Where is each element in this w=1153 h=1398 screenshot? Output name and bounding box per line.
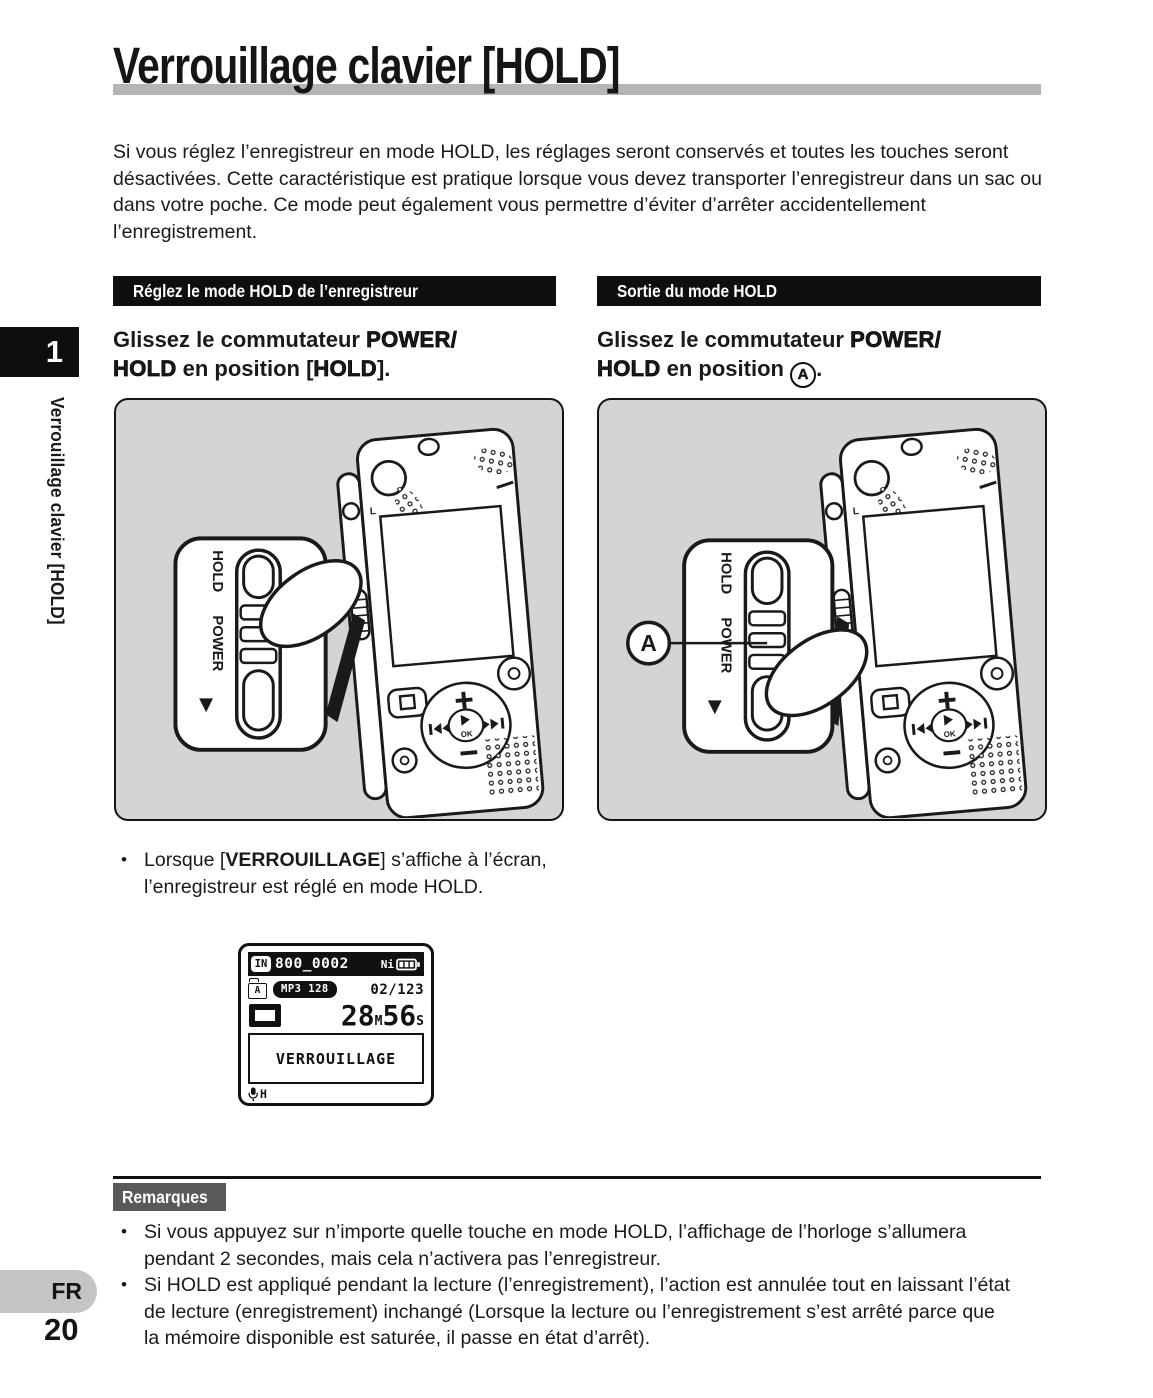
hold-position-label: HOLD <box>313 355 377 381</box>
lcd-format-row <box>248 979 424 1000</box>
track-counter: 02/123 <box>370 981 424 998</box>
memory-in-icon: IN <box>251 956 271 972</box>
battery-type-label: Ni <box>380 957 394 971</box>
marker-a-label: A <box>640 629 657 656</box>
stop-status-icon <box>249 1004 281 1027</box>
hold-key-label: HOLD <box>597 355 661 381</box>
folder-icon: A <box>248 983 267 999</box>
list-item <box>113 1272 1013 1352</box>
verrouillage-label: VERROUILLAGE <box>225 849 381 871</box>
language-tab: FR <box>0 1270 97 1313</box>
battery-icon <box>396 958 421 971</box>
lcd-file-row <box>248 952 424 976</box>
remarks-header <box>113 1183 226 1211</box>
page-title: Verrouillage clavier [HOLD] <box>113 37 620 94</box>
instruction-text: . <box>816 355 823 381</box>
hold-key-label: HOLD <box>113 355 177 381</box>
intro-paragraph: Si vous réglez l’enregistreur en mode HOLD, les réglages seront conservés et toutes les touches seront désactivées. Cette caractéristique est pratique lorsque vous devez transporter l’enregistreur dans un sac ou dans votre poche. Ce mode peut également vous permettre d’éviter d’arrêter accidentellement l’enregistrement. <box>113 141 1042 243</box>
bullet-icon: • <box>121 1275 127 1294</box>
bullet-icon: • <box>121 850 127 869</box>
hold-label: HOLD <box>209 550 226 593</box>
section-header-exit-hold <box>597 276 1041 306</box>
power-key-label: POWER/ <box>850 327 942 352</box>
remark-text: Si vous appuyez sur n’importe quelle touche en mode HOLD, l’affichage de l’horloge s’allumera pendant 2 secondes, mais cela n’activera pas l’enregistreur. <box>144 1221 967 1270</box>
instruction-text: en position [ <box>176 355 314 381</box>
lcd-time-row <box>248 1000 424 1031</box>
mic-sense-label: H <box>260 1087 267 1101</box>
section-header-set-hold <box>113 276 556 306</box>
list-item <box>113 1219 1013 1272</box>
power-label: POWER <box>717 617 734 674</box>
hold-message-box: VERROUILLAGE <box>248 1033 424 1084</box>
instruction-text: Glissez le commutateur <box>597 327 851 352</box>
mic-sensitivity-indicator <box>248 1085 424 1103</box>
instruction-text: Glissez le commutateur <box>113 327 367 352</box>
remarks-header-label: Remarques <box>122 1187 208 1207</box>
power-key-label: POWER/ <box>366 327 458 352</box>
section-header-set-hold-label: Réglez le mode HOLD de l’enregistreur <box>133 281 418 301</box>
lcd-display <box>238 943 434 1106</box>
chapter-number-tab: 1 <box>0 327 79 377</box>
hold-note-list <box>113 847 555 900</box>
marker-a-badge: A <box>790 362 816 388</box>
hold-label: HOLD <box>717 552 734 595</box>
recorder-hold-illustration <box>116 400 561 818</box>
format-badge: MP3 128 <box>273 981 337 998</box>
instruction-text: ]. <box>376 355 391 381</box>
instruction-set-hold <box>113 326 457 383</box>
illustration-exit-hold <box>597 398 1047 821</box>
illustration-set-hold <box>114 398 564 821</box>
recorder-exit-hold-illustration <box>599 400 1044 818</box>
remark-text: Si HOLD est appliqué pendant la lecture (l’enregistrement), l’action est annulée tout en laissant l’état de lecture (enregistrement) inchangé (Lorsque la lecture ou l’enregistrement s’est arrêté parce que la mémoire disponible est saturée, il passe en état d’arrêt). <box>144 1274 1011 1349</box>
remarks-divider <box>113 1176 1041 1179</box>
sidebar-chapter-title: Verrouillage clavier [HOLD] <box>47 397 68 625</box>
bullet-icon: • <box>121 1222 127 1241</box>
remarks-list <box>113 1219 1013 1352</box>
page-number: 20 <box>44 1312 79 1347</box>
list-item <box>113 847 555 900</box>
note-text: Lorsque [VERROUILLAGE] s’affiche à l’écran, l’enregistreur est réglé en mode HOLD. <box>144 849 547 898</box>
section-header-exit-hold-label: Sortie du mode HOLD <box>617 281 777 301</box>
file-name: 800_0002 <box>275 956 349 972</box>
power-label: POWER <box>209 615 226 672</box>
elapsed-time: 28 M 56 S <box>340 999 424 1032</box>
instruction-exit-hold <box>597 326 941 388</box>
microphone-icon <box>248 1087 258 1102</box>
instruction-text: en position <box>660 355 791 381</box>
slider-knob-hold-position <box>244 556 274 598</box>
